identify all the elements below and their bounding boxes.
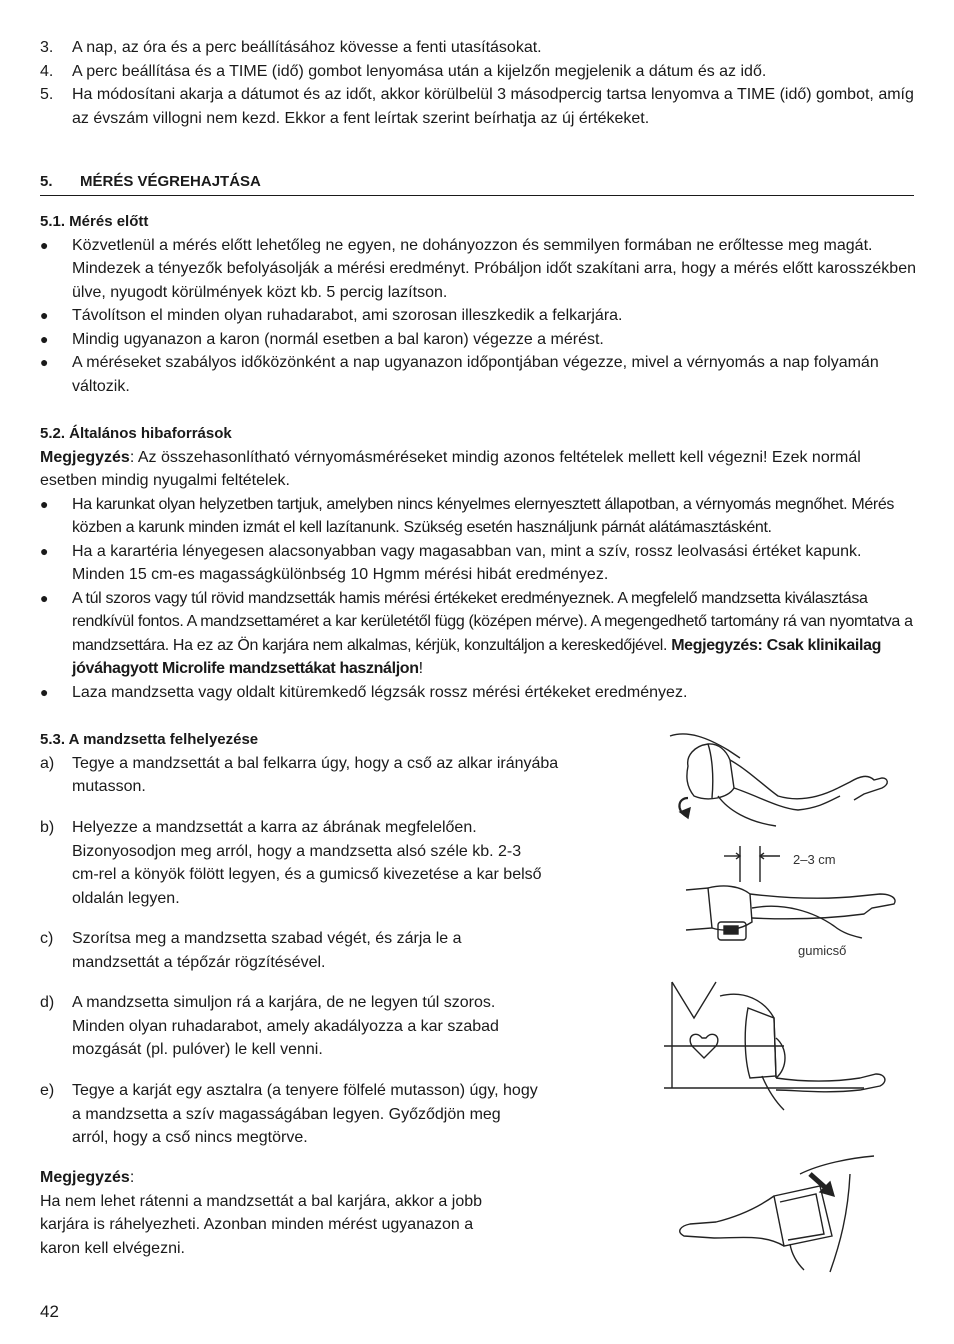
bullet-icon: ● — [40, 330, 49, 347]
bullet-item — [40, 328, 916, 352]
note-block — [40, 1166, 490, 1260]
step-number: 3. — [40, 39, 54, 56]
instruction-text: A mandzsetta simuljon rá a karjára, de ne legyen túl szoros. Minden olyan ruhadarabot, amely akadályozza a kar szabad mozgását (pl. pulóver) le kell venni. — [72, 994, 499, 1058]
section-title: MÉRÉS VÉGREHAJTÁSA — [80, 173, 261, 190]
step-number: 5. — [40, 86, 54, 103]
bullet-text-bold: Megjegyzés: Csak klinikailag jóváhagyott Microlife mandzsettákat használjon — [72, 636, 882, 677]
bullet-text: Ha karunkat olyan helyzetben tartjuk, amelyben nincs kényelmes elernyesztett állapotban, a vérnyomás megnőhet. Mérés közben a karunk minden izmát el kell lazítanunk. Szükség esetén használjunk párnát alátámasztásként. — [72, 495, 895, 536]
instruction-mark: b) — [40, 819, 55, 836]
instruction-mark: c) — [40, 930, 54, 947]
bullet-item — [40, 540, 916, 587]
bullet-icon: ● — [40, 589, 49, 606]
bullet-text: Ha a karartéria lényegesen alacsonyabban vagy magasabban van, mint a szív, rossz leolvasási értéket kapunk. Minden 15 cm-es magasságkülönbség 10 Hgmm mérési hibát eredményez. — [72, 542, 862, 583]
bullet-text: A méréseket szabályos időközönként a nap ugyanazon időpontjában végezze, mivel a vérnyomás a nap folyamán változik. — [72, 354, 879, 395]
bullet-icon: ● — [40, 236, 49, 253]
note-label: Megjegyzés — [40, 1169, 130, 1186]
note-heading — [40, 1166, 490, 1190]
subsection-5-2 — [40, 422, 916, 704]
bullet-text-tail: ! — [418, 660, 423, 677]
bullet-item — [40, 587, 916, 681]
bullet-icon: ● — [40, 495, 49, 512]
bullet-item — [40, 493, 916, 540]
step-number: 4. — [40, 62, 54, 80]
instruction-item — [40, 752, 600, 799]
instruction-mark: d) — [40, 994, 55, 1011]
bullet-text-body: A túl szoros vagy túl rövid mandzsetták hamis mérési értékeket eredményeznek. A megfelelő mandzsetta kiválasztása rendkívül fontos. A mandzsettaméret a kar kerületétől függ (középen mérve). A megengedhető tartomány rá van nyomtatva a mandzsettára. Ha ez az Ön karjára nem alkalmas, kérjük, konzultáljon a kereskedőjével. — [72, 589, 913, 654]
dimension-label: 2–3 cm — [793, 852, 836, 867]
instruction-d-block — [40, 991, 540, 1062]
note-label: Megjegyzés — [40, 448, 130, 466]
bullet-icon: ● — [40, 354, 49, 370]
instruction-c-block — [40, 927, 510, 974]
step-item — [40, 36, 920, 60]
bullet-icon: ● — [40, 683, 49, 700]
step-text: A perc beállítása és a TIME (idő) gombot lenyomása után a kijelzőn megjelenik a dátum és az idő. — [72, 62, 767, 80]
bullet-text: Mindig ugyanazon a karon (normál esetben a bal karon) végezze a mérést. — [72, 330, 604, 348]
bullet-text: Közvetlenül a mérés előtt lehetőleg ne egyen, ne dohányozzon és semmilyen formában ne erőltesse meg magát. Mindezek a tényezők befolyásolják a mérési eredményt. Próbáljon időt szakítani arra, hogy a mérés előtt karosszékben ülve, nyugodt körülmények közt kb. 5 percig lazítson. — [72, 236, 916, 301]
bullet-text: Laza mandzsetta vagy oldalt kitüremkedő légzsák rossz mérési értékeket eredményez. — [72, 683, 688, 701]
instruction-text: Helyezze a mandzsettát a karra az ábrának megfelelően. Bizonyosodjon meg arról, hogy a mandzsetta alsó széle kb. 2-3 cm-rel a könyök fölött legyen, és a gumicső kivezetése a kar belső oldalán legyen. — [72, 819, 542, 907]
bullet-item — [40, 304, 916, 328]
instruction-mark: a) — [40, 754, 55, 772]
figure-cuff-on-arm — [668, 726, 918, 830]
step-text: Ha módosítani akarja a dátumot és az időt, akkor körülbelül 3 másodpercig tartsa lenyomva a TIME (idő) gombot, amíg az évszám villogni nem kezd. Ekkor a fent leírtak szerint beírhatja az új értékeket. — [72, 86, 914, 127]
instruction-e-block — [40, 1079, 540, 1150]
instruction-text: Szorítsa meg a mandzsetta szabad végét, és zárja le a mandzsettát a tépőzár rögzítésével. — [72, 930, 462, 971]
instruction-text: Tegye a mandzsettát a bal felkarra úgy, hogy a cső az alkar irányába mutasson. — [72, 754, 559, 795]
note-paragraph — [40, 446, 916, 493]
subsection-title: 5.1. Mérés előtt — [40, 213, 149, 230]
note-colon: : — [129, 1169, 135, 1186]
section-heading — [40, 170, 914, 196]
bullet-icon: ● — [40, 307, 49, 323]
numbered-steps — [40, 36, 920, 130]
bullet-item — [40, 681, 916, 705]
instruction-b-block — [40, 816, 550, 910]
instruction-item — [40, 1079, 540, 1150]
note-text: : Az összehasonlítható vérnyomásméréseket mindig azonos feltételek mellett kell végezni! Ezek normál esetben mindig nyugalmi feltételek. — [40, 448, 861, 489]
bullet-icon: ● — [40, 542, 49, 559]
tube-label: gumicső — [798, 943, 847, 958]
instruction-mark: e) — [40, 1082, 55, 1099]
instruction-text: Tegye a karját egy asztalra (a tenyere fölfelé mutasson) úgy, hogy a mandzsetta a szív magasságában legyen. Győződjön meg arról, hogy a cső nincs megtörve. — [72, 1082, 538, 1146]
step-item — [40, 83, 920, 130]
note-text: Ha nem lehet rátenni a mandzsettát a bal karjára, akkor a jobb karjára is ráhelyezheti. Azonban minden mérést ugyanazon a karon kell elvégezni. — [40, 1192, 483, 1257]
bullet-text: Távolítson el minden olyan ruhadarabot, ami szorosan illeszkedik a felkarjára. — [72, 307, 623, 324]
step-text: A nap, az óra és a perc beállításához kövesse a fenti utasításokat. — [72, 39, 542, 56]
subsection-5-1 — [40, 210, 916, 398]
page-number: 42 — [40, 1302, 59, 1321]
subsection-title: 5.3. A mandzsetta felhelyezése — [40, 731, 259, 748]
instruction-item — [40, 927, 510, 974]
figure-heart-level — [664, 978, 894, 1114]
instruction-item — [40, 991, 540, 1062]
subsection-title: 5.2. Általános hibaforrások — [40, 425, 232, 442]
bullet-text — [72, 587, 916, 681]
figure-right-arm — [670, 1154, 880, 1274]
bullet-item — [40, 351, 916, 398]
section-number: 5. — [40, 173, 53, 190]
instruction-item — [40, 816, 550, 910]
bullet-item — [40, 234, 916, 305]
step-item — [40, 60, 920, 84]
subsection-5-3 — [40, 728, 600, 799]
